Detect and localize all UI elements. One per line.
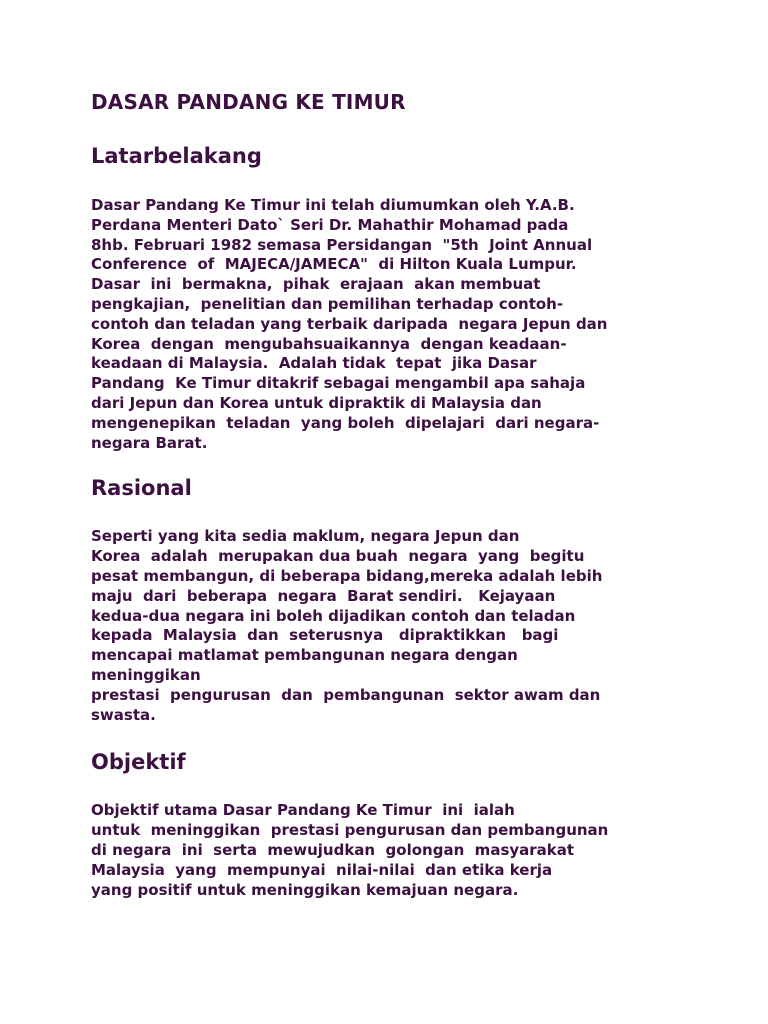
paragraph-line: negara Barat. — [91, 433, 208, 452]
section-body-rasional — [91, 527, 691, 725]
paragraph-line: swasta. — [91, 705, 156, 724]
paragraph-line: kedua-dua negara ini boleh dijadikan contoh dan teladan — [91, 606, 576, 625]
paragraph-line: prestasi pengurusan dan pembangunan sektor awam dan — [91, 685, 601, 704]
paragraph-line: Korea adalah merupakan dua buah negara yang begitu — [91, 547, 585, 566]
paragraph-line: Objektif utama Dasar Pandang Ke Timur ini ialah — [91, 801, 515, 820]
section-heading-objektif: Objektif — [91, 750, 186, 775]
paragraph-line: pengkajian, penelitian dan pemilihan terhadap contoh- — [91, 294, 564, 313]
section-body-latarbelakang — [91, 196, 691, 453]
section-body-objektif — [91, 801, 691, 900]
paragraph-line: pesat membangun, di beberapa bidang,mereka adalah lebih — [91, 566, 603, 585]
paragraph-line: Malaysia yang mempunyai nilai-nilai dan etika kerja — [91, 860, 553, 879]
paragraph-line: 8hb. Februari 1982 semasa Persidangan "5th Joint Annual — [91, 235, 593, 254]
paragraph-line: di negara ini serta mewujudkan golongan masyarakat — [91, 840, 575, 859]
paragraph-line: Conference of MAJECA/JAMECA" di Hilton Kuala Lumpur. — [91, 255, 577, 274]
paragraph-line: Dasar Pandang Ke Timur ini telah diumumkan oleh Y.A.B. — [91, 196, 575, 214]
paragraph-line: keadaan di Malaysia. Adalah tidak tepat jika Dasar — [91, 354, 537, 373]
paragraph-line: mencapai matlamat pembangunan negara dengan — [91, 646, 518, 665]
paragraph-line: mengenepikan teladan yang boleh dipelajari dari negara- — [91, 413, 600, 432]
section-heading-latarbelakang: Latarbelakang — [91, 144, 262, 168]
paragraph-line: untuk meninggikan prestasi pengurusan dan pembangunan — [91, 821, 609, 840]
paragraph-line: Dasar ini bermakna, pihak erajaan akan membuat — [91, 275, 541, 294]
document-title: DASAR PANDANG KE TIMUR — [91, 90, 406, 114]
paragraph-line: Perdana Menteri Dato` Seri Dr. Mahathir Mohamad pada — [91, 215, 569, 234]
document-page — [91, 88, 691, 900]
paragraph-line: kepada Malaysia dan seterusnya dipraktikkan bagi — [91, 626, 559, 645]
paragraph-line: Pandang Ke Timur ditakrif sebagai mengambil apa sahaja — [91, 374, 586, 393]
paragraph-line: Seperti yang kita sedia maklum, negara Jepun dan — [91, 527, 520, 546]
section-heading-rasional: Rasional — [91, 476, 192, 501]
paragraph-line: meninggikan — [91, 665, 201, 684]
paragraph-line: yang positif untuk meninggikan kemajuan negara. — [91, 880, 519, 899]
paragraph-line: contoh dan teladan yang terbaik daripada negara Jepun dan — [91, 314, 608, 333]
paragraph-line: dari Jepun dan Korea untuk dipraktik di Malaysia dan — [91, 393, 542, 412]
paragraph-line: Korea dengan mengubahsuaikannya dengan keadaan- — [91, 334, 567, 353]
paragraph-line: maju dari beberapa negara Barat sendiri. Kejayaan — [91, 586, 556, 605]
